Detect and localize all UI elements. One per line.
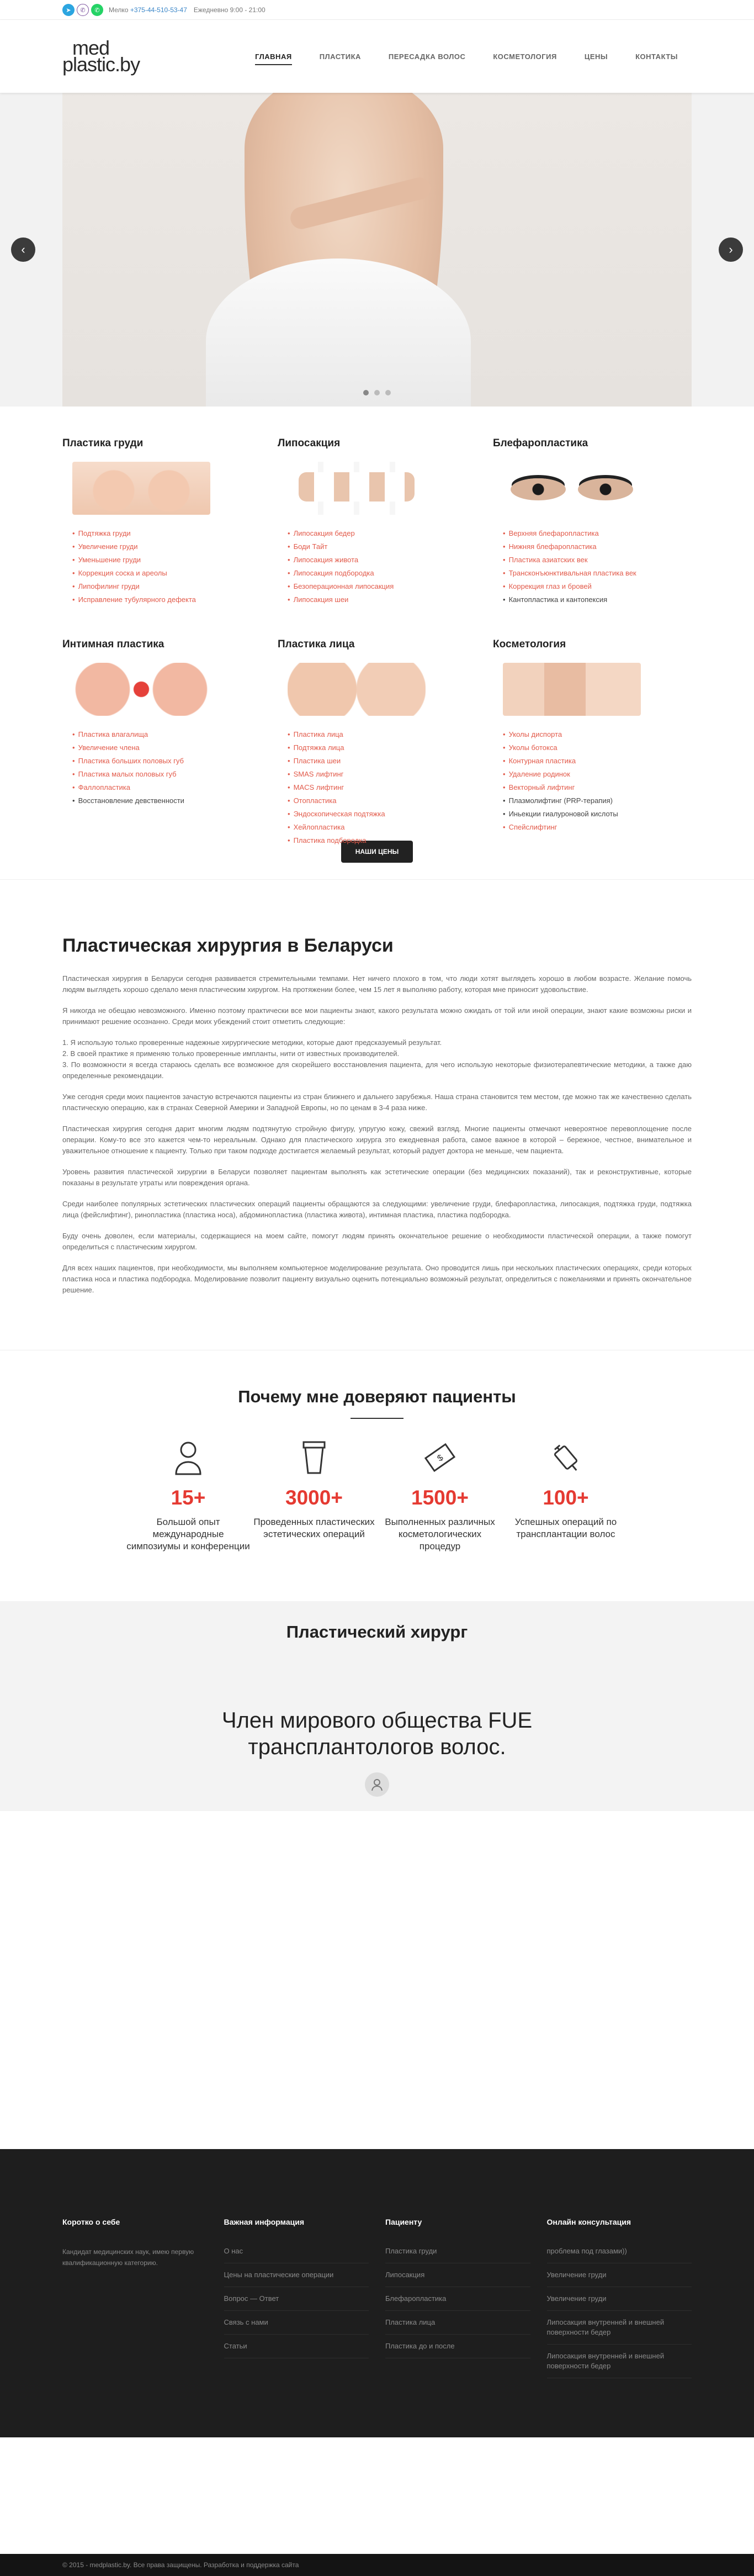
service-link[interactable]: • Нижняя блефаропластика	[503, 540, 692, 553]
service-link: • Кантопластика и кантопексия	[503, 593, 692, 606]
footer-link[interactable]: проблема под глазами))	[547, 2246, 692, 2263]
footer-link[interactable]: Блефаропластика	[385, 2287, 530, 2311]
footer-online-list	[547, 2246, 692, 2378]
service-list	[288, 527, 476, 606]
phone-label: Мелко	[109, 6, 129, 14]
service-link[interactable]: • Коррекция соска и ареолы	[72, 567, 261, 580]
service-link[interactable]: • Пластика малых половых губ	[72, 768, 261, 781]
article-section	[0, 879, 754, 1350]
service-link[interactable]: • Пластика влагалища	[72, 728, 261, 741]
service-title[interactable]: Липосакция	[278, 437, 341, 449]
quote-line-2: трансплантологов волос.	[248, 1735, 506, 1759]
copyright-text: © 2015 - medplastic.by. Все права защищены. Разработка и поддержка сайта	[62, 2561, 299, 2569]
service-link[interactable]: • Удаление родинок	[503, 768, 692, 781]
blank-area	[0, 1811, 754, 2149]
service-link[interactable]: • Пластика больших половых губ	[72, 754, 261, 768]
service-card	[278, 437, 476, 638]
avatar-icon	[365, 1772, 389, 1797]
footer-info-list	[224, 2246, 369, 2358]
service-list	[288, 728, 476, 847]
hero-slide-image	[62, 93, 692, 407]
article-paragraph: Среди наиболее популярных эстетических пластических операций пациенты обращаются за следующими: увеличение груди, блефаропластика, липосакция, подтяжка груди, подтяжка лица (фейслифтинг), ринопластика (пластика носа), абдоминопластика (пластика живота), интимная пластика, пластика подбородка.	[62, 1200, 692, 1219]
our-prices-button[interactable]: НАШИ ЦЕНЫ	[341, 841, 413, 863]
service-link[interactable]: • SMAS лифтинг	[288, 768, 476, 781]
article-list-item: 3. По возможности я всегда стараюсь сделать все возможное для скорейшего восстановления пациента, для чего использую некоторые физиотерапевтические методики, а также даю определенные рекомендации.	[62, 1060, 692, 1080]
article-list	[62, 1037, 692, 1081]
service-link[interactable]: • Пластика шеи	[288, 754, 476, 768]
nav-prices[interactable]: ЦЕНЫ	[584, 52, 608, 61]
service-link[interactable]: • Увеличение груди	[72, 540, 261, 553]
svg-text:$: $	[436, 1453, 445, 1464]
service-link[interactable]: • Исправление тубулярного дефекта	[72, 593, 261, 606]
trust-section	[0, 1350, 754, 1601]
footer-online-title: Онлайн консультация	[546, 2218, 631, 2226]
service-title[interactable]: Косметология	[493, 638, 566, 650]
service-link[interactable]: • Безоперационная липосакция	[288, 580, 476, 593]
service-list	[503, 527, 692, 606]
main-nav	[241, 52, 692, 61]
service-card	[62, 638, 261, 840]
service-list	[72, 527, 261, 606]
service-link[interactable]: • Уколы диспорта	[503, 728, 692, 741]
footer-link[interactable]: Липосакция внутренней и внешней поверхности бедер	[547, 2311, 692, 2345]
service-list	[72, 728, 261, 807]
service-card	[493, 638, 692, 840]
service-link[interactable]: • Подтяжка груди	[72, 527, 261, 540]
stat-number: 1500+	[411, 1486, 469, 1509]
service-link[interactable]: • Векторный лифтинг	[503, 781, 692, 794]
slider-prev-arrow-icon[interactable]: ‹	[11, 237, 35, 262]
service-list	[503, 728, 692, 834]
slider-dot[interactable]	[385, 390, 391, 395]
schedule-text: Ежедневно 9:00 - 21:00	[193, 6, 266, 14]
service-image[interactable]	[72, 462, 210, 515]
footer-link[interactable]: Цены на пластические операции	[224, 2263, 369, 2287]
service-link[interactable]: • Контурная пластика	[503, 754, 692, 768]
footer-online	[547, 2218, 692, 2378]
article-paragraph: Для всех наших пациентов, при необходимости, мы выполняем компьютерное моделирование результата. Оно проводится лишь при нескольких пластических операциях, среди которых пластика носа и пластика подбородка. Моделирование позволит пациенту визуально оценить потенциально возможный результат, определиться с пожеланиями и принять окончательное решение.	[62, 1264, 692, 1294]
service-title[interactable]: Блефаропластика	[493, 437, 588, 449]
service-link[interactable]: • MACS лифтинг	[288, 781, 476, 794]
service-link[interactable]: • Отопластика	[288, 794, 476, 807]
service-link[interactable]: • Пластика подбородка	[288, 834, 476, 847]
footer-link[interactable]: Пластика до и после	[385, 2335, 530, 2358]
article-paragraph: Пластическая хирургия в Беларуси сегодня развивается стремительными темпами. Нет ничего плохого в том, что люди хотят выглядеть хорошо в любом возрасте. Желание помочь людям выглядеть хорошо сделало меня пластическим хирургом. На протяжении более, чем 15 лет я выполняю работу, которая мне приносит удовольствие.	[62, 974, 692, 994]
viber-icon[interactable]: ✆	[77, 4, 89, 16]
copyright-bar	[0, 2554, 754, 2576]
service-image[interactable]	[288, 663, 426, 716]
telegram-icon[interactable]: ➤	[62, 4, 75, 16]
service-link[interactable]: • Верхняя блефаропластика	[503, 527, 692, 540]
trust-title: Почему мне доверяют пациенты	[238, 1387, 516, 1406]
nav-contacts[interactable]: КОНТАКТЫ	[635, 52, 678, 61]
hero-slider	[0, 93, 754, 407]
footer-link[interactable]: О нас	[224, 2246, 369, 2263]
article-list-item: 1. Я использую только проверенные надежные хирургические методики, которые дают предсказуемый результат.	[62, 1038, 442, 1047]
stat-number: 15+	[171, 1486, 206, 1509]
slider-dot[interactable]	[363, 390, 369, 395]
stat-number: 3000+	[285, 1486, 343, 1509]
slider-dots	[0, 390, 754, 395]
money-icon	[377, 1440, 503, 1479]
footer-link[interactable]: Вопрос — Ответ	[224, 2287, 369, 2311]
services-section	[0, 407, 754, 879]
whatsapp-icon[interactable]: ✆	[91, 4, 103, 16]
stat-item	[377, 1440, 503, 1553]
service-link[interactable]: • Спейслифтинг	[503, 821, 692, 834]
service-title[interactable]: Интимная пластика	[62, 638, 164, 650]
service-card	[493, 437, 692, 638]
surgeon-section	[0, 1601, 754, 1811]
footer-link[interactable]: Статьи	[224, 2335, 369, 2358]
stats-row	[0, 1440, 754, 1553]
service-link: • Плазмолифтинг (PRP-терапия)	[503, 794, 692, 807]
article-paragraph: Я никогда не обещаю невозможного. Именно поэтому практически все мои пациенты знают, какого результата можно ожидать от той или иной операции, знают какие возможны риски и принимают решение осознанно. Среди моих убеждений стоит отметить следующие:	[62, 1006, 692, 1026]
footer-patient	[385, 2218, 530, 2378]
stat-text: Выполненных различных косметологических процедур	[385, 1517, 495, 1551]
person-icon	[125, 1440, 251, 1479]
service-link[interactable]: • Липосакция подбородка	[288, 567, 476, 580]
slider-dot[interactable]	[374, 390, 380, 395]
footer-patient-title: Пациенту	[385, 2218, 422, 2226]
service-image[interactable]	[503, 663, 641, 716]
phone-info	[109, 6, 187, 14]
nav-home[interactable]: ГЛАВНАЯ	[241, 52, 306, 61]
footer-link[interactable]: Липосакция внутренней и внешней поверхности бедер	[547, 2345, 692, 2378]
service-image[interactable]	[503, 462, 641, 515]
nav-plastic[interactable]: ПЛАСТИКА	[319, 52, 361, 61]
stat-number: 100+	[543, 1486, 589, 1509]
footer-link[interactable]: Пластика лица	[385, 2311, 530, 2335]
footer-link[interactable]: Связь с нами	[224, 2311, 369, 2335]
footer-about	[62, 2218, 208, 2378]
service-link[interactable]: • Липосакция бедер	[288, 527, 476, 540]
cup-icon	[251, 1440, 377, 1479]
stat-item	[125, 1440, 251, 1553]
service-card	[62, 437, 261, 638]
stat-item	[503, 1440, 629, 1553]
article-paragraph: Буду очень доволен, если материалы, содержащиеся на моем сайте, помогут людям принять окончательное решение о необходимости пластической операции, а также помогут определиться с пластическим хирургом.	[62, 1232, 692, 1251]
phone-number[interactable]: +375-44-510-53-47	[130, 6, 187, 14]
footer-about-title: Коротко о себе	[62, 2218, 120, 2226]
article-title: Пластическая хирургия в Беларуси	[62, 935, 394, 956]
service-title[interactable]: Пластика груди	[62, 437, 144, 449]
logo-line-2: plastic.by	[62, 53, 140, 76]
services-grid	[62, 437, 692, 844]
stat-item	[251, 1440, 377, 1553]
syringe-icon	[503, 1440, 629, 1479]
service-title[interactable]: Пластика лица	[278, 638, 355, 650]
surgeon-quote	[0, 1707, 754, 1760]
service-link[interactable]: • Пластика лица	[288, 728, 476, 741]
service-link[interactable]: • Пластика азиатских век	[503, 553, 692, 567]
service-link[interactable]: • Трансконъюнктивальная пластика век	[503, 567, 692, 580]
site-header	[0, 20, 754, 93]
surgeon-title: Пластический хирург	[286, 1622, 468, 1641]
footer-link[interactable]: Липосакция	[385, 2263, 530, 2287]
service-link[interactable]: • Липофилинг груди	[72, 580, 261, 593]
logo-line-1: med	[72, 36, 110, 59]
site-logo[interactable]	[62, 36, 140, 76]
service-link[interactable]: • Уколы ботокса	[503, 741, 692, 754]
footer-link[interactable]: Увеличение груди	[547, 2287, 692, 2311]
service-link[interactable]: • Фаллопластика	[72, 781, 261, 794]
service-link[interactable]: • Боди Тайт	[288, 540, 476, 553]
service-link[interactable]: • Подтяжка лица	[288, 741, 476, 754]
footer-about-text: Кандидат медицинских наук, имею первую квалификационную категорию.	[62, 2248, 194, 2267]
title-divider	[351, 1418, 403, 1419]
service-link[interactable]: • Хейлопластика	[288, 821, 476, 834]
footer-link[interactable]: Пластика груди	[385, 2246, 530, 2263]
article-paragraph: Уже сегодня среди моих пациентов зачастую встречаются пациенты из стран ближнего и дальнего зарубежья. Наша страна становится тем местом, где можно так же качественно сделать пластическую операцию, как в странах Северной Америки и Западной Европы, но по ценам в 3-4 раза ниже.	[62, 1092, 692, 1112]
service-link: • Иньекции гиалуроновой кислоты	[503, 807, 692, 821]
service-link[interactable]: • Коррекция глаз и бровей	[503, 580, 692, 593]
footer-link[interactable]: Увеличение груди	[547, 2263, 692, 2287]
service-link[interactable]: • Липосакция живота	[288, 553, 476, 567]
top-bar	[0, 0, 754, 20]
service-image[interactable]	[72, 663, 210, 716]
service-card	[278, 638, 476, 844]
stat-text: Большой опыт международные симпозиумы и конференции	[126, 1517, 250, 1551]
footer-info-title: Важная информация	[224, 2218, 305, 2226]
slider-next-arrow-icon[interactable]: ›	[719, 237, 743, 262]
service-link[interactable]: • Уменьшение груди	[72, 553, 261, 567]
site-footer	[0, 2149, 754, 2569]
service-link: • Восстановление девственности	[72, 794, 261, 807]
nav-cosmetology[interactable]: КОСМЕТОЛОГИЯ	[493, 52, 557, 61]
stat-text: Успешных операций по трансплантации волос	[514, 1517, 617, 1539]
stat-text: Проведенных пластических эстетических операций	[253, 1517, 375, 1539]
nav-hair-transplant[interactable]: ПЕРЕСАДКА ВОЛОС	[388, 52, 466, 61]
article-paragraph: Пластическая хирургия сегодня дарит многим людям подтянутую стройную фигуру, упругую кожу, свежий взгляд. Многие пациенты отмечают невероятное перевоплощение после операции. Кому-то все это кажется чем-то нереальным. Однако для пластического хирурга это ежедневная работа, самое важное в которой – бережное, честное, внимательное и уважительное отношение к пациенту. Только при таком подходе достигается желаемый результат, который радует доктора не меньше, чем пациента.	[62, 1125, 692, 1155]
article-body	[62, 973, 692, 1296]
footer-patient-list	[385, 2246, 530, 2358]
article-paragraph: Уровень развития пластической хирургии в Беларуси позволяет пациентам выполнять как эстетические операции (без медицинских показаний), так и реконструктивные, которые показаны в результате утраты или повреждения органа.	[62, 1168, 692, 1187]
service-link[interactable]: • Липосакция шеи	[288, 593, 476, 606]
footer-info	[224, 2218, 369, 2378]
article-list-item: 2. В своей практике я применяю только проверенные импланты, нити от известных производителей.	[62, 1049, 400, 1058]
service-link[interactable]: • Увеличение члена	[72, 741, 261, 754]
service-image[interactable]	[288, 462, 426, 515]
quote-line-1: Член мирового общества FUE	[221, 1708, 533, 1733]
service-link[interactable]: • Эндоскопическая подтяжка	[288, 807, 476, 821]
